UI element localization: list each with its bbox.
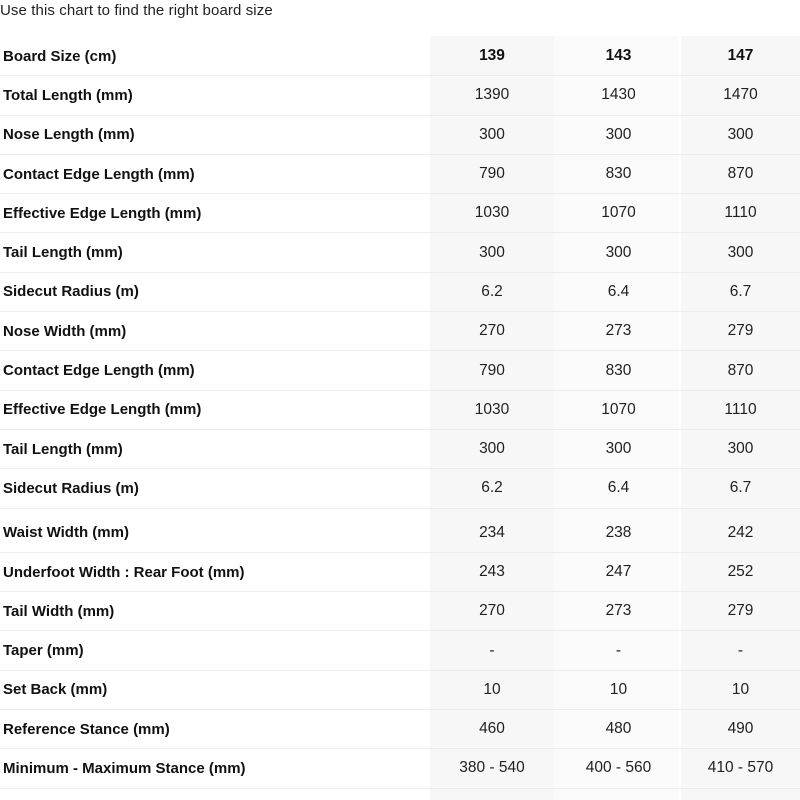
table-cell: 300 — [605, 125, 632, 143]
table-cell: 300 — [479, 243, 505, 261]
table-cell: 1110 — [724, 400, 757, 418]
table-cell: - — [615, 641, 622, 659]
header-size-1: 139 — [479, 47, 505, 65]
table-cell: 1390 — [474, 86, 510, 104]
table-row — [0, 76, 800, 115]
row-label: Sidecut Radius (m) — [3, 479, 139, 497]
table-cell: 870 — [727, 165, 754, 183]
row-label: Tail Width (mm) — [3, 602, 115, 620]
table-row — [0, 553, 800, 592]
table-cell: 830 — [605, 361, 632, 379]
table-row — [0, 391, 800, 430]
row-label: Underfoot Width : Rear Foot (mm) — [3, 563, 245, 581]
table-row — [0, 749, 800, 788]
row-label: Nose Width (mm) — [3, 322, 127, 340]
table-row — [0, 194, 800, 233]
table-cell: 790 — [479, 165, 505, 183]
table-cell: 480 — [605, 720, 632, 738]
row-label: Set Back (mm) — [3, 681, 108, 699]
table-cell: 870 — [727, 361, 754, 379]
table-row — [0, 233, 800, 272]
table-body — [0, 76, 800, 788]
table-cell: 1030 — [474, 204, 510, 222]
table-cell: 6.7 — [729, 479, 752, 497]
table-row — [0, 469, 800, 508]
table-cell: 10 — [483, 680, 501, 698]
row-label: Sidecut Radius (m) — [3, 283, 139, 301]
table-cell: 6.4 — [607, 282, 630, 300]
table-row — [0, 155, 800, 194]
table-cell: 6.7 — [729, 282, 752, 300]
table-row — [0, 631, 800, 670]
table-row — [0, 273, 800, 312]
table-cell: 380 - 540 — [459, 759, 525, 777]
table-cell: 400 - 560 — [585, 759, 652, 777]
table-row — [0, 592, 800, 631]
table-cell: 300 — [727, 125, 754, 143]
row-label: Tail Length (mm) — [3, 244, 123, 262]
table-cell: 410 - 570 — [707, 759, 774, 777]
board-size-table — [0, 37, 800, 789]
table-cell: 252 — [727, 563, 754, 580]
row-label: Effective Edge Length (mm) — [3, 204, 202, 222]
table-cell: 1110 — [724, 204, 757, 222]
table-row — [0, 116, 800, 155]
table-header-row — [0, 37, 800, 76]
table-cell: - — [737, 641, 744, 659]
table-cell: 490 — [727, 720, 754, 738]
table-row — [0, 514, 800, 553]
table-cell: 247 — [605, 563, 632, 580]
table-cell: 300 — [605, 243, 632, 261]
table-cell: 1070 — [601, 400, 636, 418]
table-cell: 1030 — [474, 400, 510, 418]
table-cell: - — [489, 641, 495, 659]
row-label: Total Length (mm) — [3, 86, 133, 104]
table-row — [0, 351, 800, 390]
table-cell: 1430 — [601, 86, 636, 104]
table-cell: 300 — [479, 125, 505, 143]
row-label: Tail Length (mm) — [3, 440, 123, 458]
row-label: Minimum - Maximum Stance (mm) — [3, 759, 246, 777]
row-label: Waist Width (mm) — [3, 524, 129, 542]
table-cell: 243 — [479, 563, 505, 580]
table-cell: 300 — [479, 440, 505, 458]
table-cell: 460 — [479, 720, 505, 738]
table-cell: 300 — [605, 440, 632, 458]
table-cell: 6.4 — [607, 479, 630, 497]
row-label: Reference Stance (mm) — [3, 720, 170, 738]
table-cell: 270 — [479, 322, 505, 340]
table-cell: 279 — [727, 322, 754, 340]
table-row — [0, 312, 800, 351]
table-cell: 279 — [727, 602, 754, 620]
table-cell: 1070 — [601, 204, 636, 222]
row-label: Contact Edge Length (mm) — [3, 165, 195, 183]
table-row — [0, 430, 800, 469]
table-cell: 6.2 — [481, 282, 503, 300]
row-label: Effective Edge Length (mm) — [3, 401, 202, 419]
table-cell: 10 — [609, 680, 628, 698]
table-cell: 270 — [479, 602, 505, 620]
table-cell: 1470 — [723, 86, 758, 104]
table-cell: 790 — [479, 361, 505, 379]
row-label: Nose Length (mm) — [3, 126, 135, 144]
table-cell: 273 — [605, 322, 632, 340]
table-row — [0, 671, 800, 710]
header-label: Board Size (cm) — [3, 47, 117, 65]
table-row — [0, 710, 800, 749]
table-cell: 830 — [605, 165, 632, 183]
intro-text: Use this chart to find the right board size — [0, 2, 273, 19]
table-cell: 234 — [479, 523, 505, 541]
table-cell: 273 — [605, 602, 632, 620]
table-cell: 300 — [727, 243, 754, 261]
table-cell: 10 — [731, 680, 750, 698]
table-cell: 242 — [727, 523, 754, 541]
header-size-2: 143 — [605, 47, 632, 65]
table-cell: 6.2 — [481, 479, 503, 497]
header-size-3: 147 — [727, 47, 754, 65]
row-label: Contact Edge Length (mm) — [3, 362, 195, 380]
table-cell: 300 — [727, 440, 754, 458]
table-cell: 238 — [605, 523, 632, 541]
row-label: Taper (mm) — [3, 642, 84, 660]
